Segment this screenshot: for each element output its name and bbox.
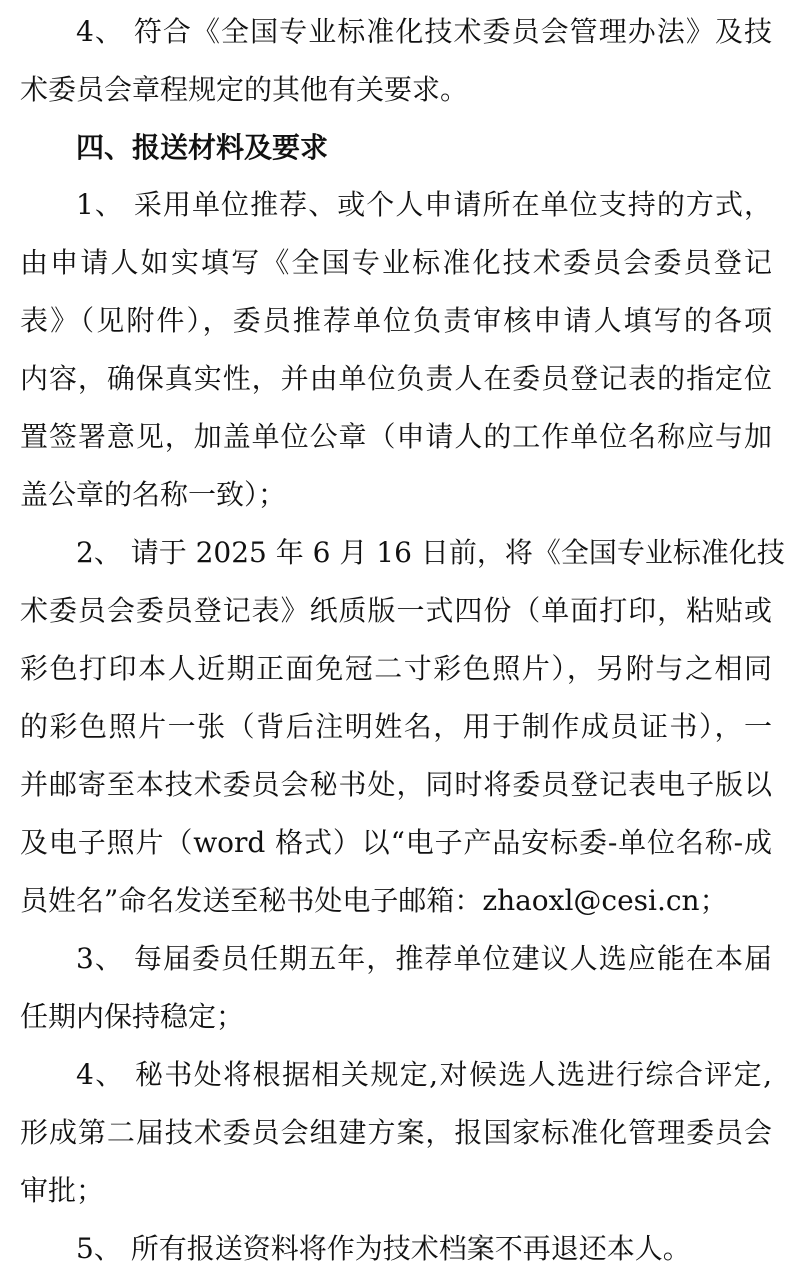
item-1-line-4: 内容，确保真实性，并由单位负责人在委员登记表的指定位 bbox=[20, 362, 772, 395]
item-2-line-2: 术委员会委员登记表》纸质版一式四份（单面打印，粘贴或 bbox=[20, 594, 772, 627]
item-2-line-4: 的彩色照片一张（背后注明姓名，用于制作成员证书），一 bbox=[20, 710, 772, 743]
item-2-line-6: 及电子照片（word 格式）以“电子产品安标委-单位名称-成 bbox=[20, 826, 772, 859]
item-2-line-3: 彩色打印本人近期正面免冠二寸彩色照片），另附与之相同 bbox=[20, 652, 772, 685]
section-heading-materials: 四、报送材料及要求 bbox=[76, 131, 329, 164]
item-1-line-2: 由申请人如实填写《全国专业标准化技术委员会委员登记 bbox=[20, 246, 772, 279]
item-1-line-1: 1、 采用单位推荐、或个人申请所在单位支持的方式， bbox=[76, 188, 772, 221]
item-4-line-3: 审批； bbox=[20, 1174, 105, 1207]
item-3-line-1: 3、 每届委员任期五年，推荐单位建议人选应能在本届 bbox=[76, 942, 772, 975]
item-1-line-5: 置签署意见，加盖单位公章（申请人的工作单位名称应与加 bbox=[20, 420, 772, 453]
item-2-line-5: 并邮寄至本技术委员会秘书处，同时将委员登记表电子版以 bbox=[20, 768, 772, 801]
item-4-line-1: 4、 秘书处将根据相关规定,对候选人选进行综合评定, bbox=[76, 1058, 772, 1091]
item-1-line-3: 表》（见附件），委员推荐单位负责审核申请人填写的各项 bbox=[20, 304, 772, 337]
item-3-line-2: 任期内保持稳定； bbox=[20, 1000, 245, 1033]
item-5-line-1: 5、 所有报送资料将作为技术档案不再退还本人。 bbox=[76, 1232, 691, 1265]
item-2-line-1: 2、 请于 2025 年 6 月 16 日前，将《全国专业标准化技 bbox=[76, 536, 785, 569]
item-4-requirement-line-2: 术委员会章程规定的其他有关要求。 bbox=[20, 73, 469, 106]
item-4-requirement-line-1: 4、 符合《全国专业标准化技术委员会管理办法》及技 bbox=[76, 15, 772, 48]
item-4-line-2: 形成第二届技术委员会组建方案，报国家标准化管理委员会 bbox=[20, 1116, 772, 1149]
item-1-line-6: 盖公章的名称一致）； bbox=[20, 478, 287, 511]
item-2-line-7-email: 员姓名”命名发送至秘书处电子邮箱：zhaoxl@cesi.cn； bbox=[20, 884, 728, 917]
